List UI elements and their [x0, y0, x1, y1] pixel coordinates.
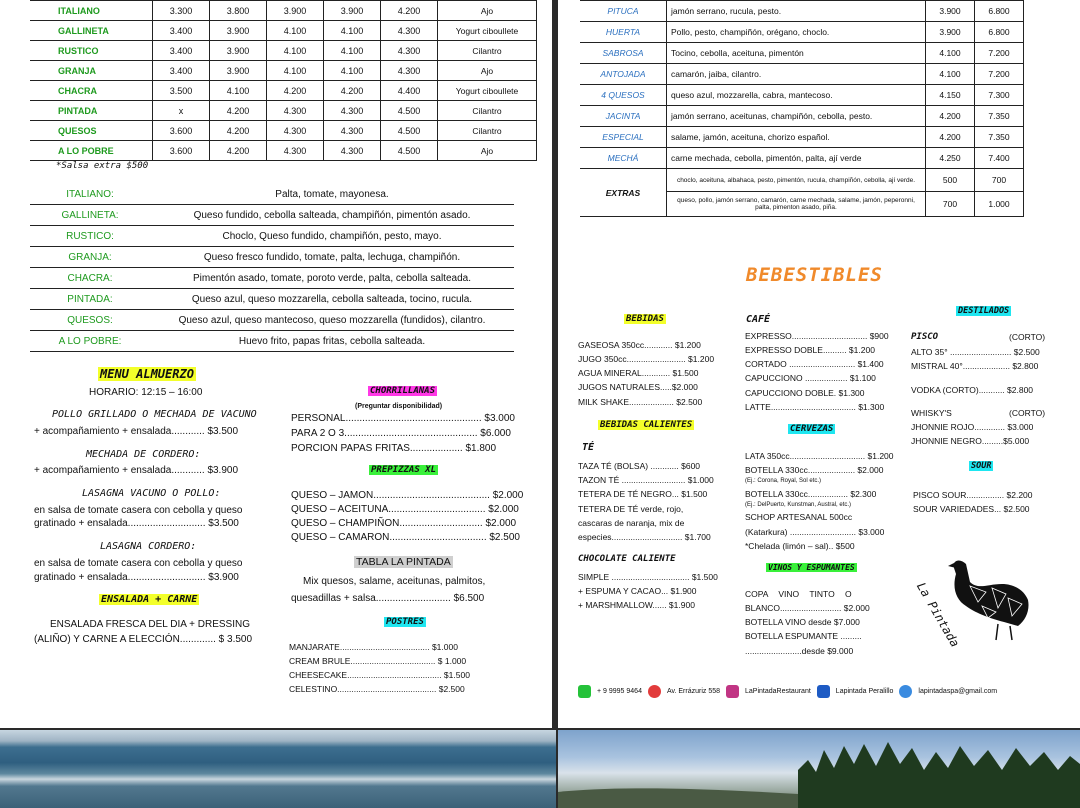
forest-silhouette — [558, 730, 1080, 808]
pizza-name: MECHÁ — [580, 148, 667, 169]
salsa-extra-note: *Salsa extra $500 — [56, 161, 149, 171]
pizza-price-large: 6.800 — [975, 22, 1024, 43]
bebidas-item-5: MILK SHAKE................... $2.500 — [578, 397, 703, 407]
sandwich-sauce-cell: Cilantro — [438, 121, 537, 141]
instagram-icon — [726, 685, 739, 698]
bebidas-item-4: JUGOS NATURALES.....$2.000 — [578, 382, 698, 392]
extras-desc-1: choclo, aceituna, albahaca, pesto, pimentón, rucula, champiñón, cebolla, ají verde. — [667, 169, 926, 192]
pizza-name: 4 QUESOS — [580, 85, 667, 106]
tabla-desc: Mix quesos, salame, aceitunas, palmitos, — [303, 576, 486, 587]
ingredient-description: Queso azul, queso mozzarella, cebolla salteada, tocino, rucula. — [150, 289, 514, 310]
menu-page-right — [558, 0, 1080, 728]
sandwich-price-cell: 4.300 — [381, 41, 438, 61]
footer-phone[interactable]: + 9 9995 9464 — [597, 688, 642, 695]
prepizzas-item-1: QUESO – JAMON.......................................... $2.000 — [291, 490, 524, 501]
menu-page-left — [0, 0, 552, 728]
sandwich-sauce-cell: Ajo — [438, 61, 537, 81]
sandwich-price-cell: x — [153, 101, 210, 121]
pizza-name: ESPECIAL — [580, 127, 667, 148]
sandwich-price-row — [30, 81, 537, 101]
sandwich-name: PINTADA — [30, 101, 153, 121]
pizza-name: JACINTA — [580, 106, 667, 127]
pizza-price-large: 7.350 — [975, 106, 1024, 127]
pizza-price-large: 7.400 — [975, 148, 1024, 169]
extras-label: EXTRAS — [580, 169, 667, 217]
ingredient-sandwich-name: CHACRA: — [30, 268, 150, 289]
sandwich-price-cell: 4.100 — [210, 81, 267, 101]
sandwich-ingredient-row — [30, 310, 514, 331]
sandwich-price-cell: 4.100 — [267, 41, 324, 61]
vinos-title: VINOS Y ESPUMANTES — [768, 563, 855, 572]
cervezas-item-4: BOTELLA 330cc................. $2.300 — [745, 489, 877, 499]
location-pin-icon — [648, 685, 661, 698]
sandwich-price-cell: 3.900 — [210, 41, 267, 61]
pizza-price-small: 3.900 — [926, 22, 975, 43]
almuerzo-item-3-desc2: gratinado + ensalada............................ $3.500 — [34, 518, 239, 529]
almuerzo-item-3-desc1: en salsa de tomate casera con cebolla y queso — [34, 505, 243, 516]
postres-item-4: CELESTINO.......................................... $2.500 — [289, 684, 465, 694]
cafe-item-3: CORTADO ............................ $1.400 — [745, 359, 884, 369]
sandwich-price-row — [30, 141, 537, 161]
sandwich-price-cell: 4.300 — [267, 121, 324, 141]
te-item-2: TAZON TÉ ........................... $1.000 — [578, 475, 714, 485]
almuerzo-item-1-title: POLLO GRILLADO O MECHADA DE VACUNO — [52, 409, 257, 420]
sandwich-price-cell: 4.200 — [210, 141, 267, 161]
salad-desc2: (ALIÑO) Y CARNE A ELECCIÓN............. $ 3.500 — [34, 634, 253, 645]
pizza-description: carne mechada, cebolla, pimentón, palta, ají verde — [667, 148, 926, 169]
sandwich-price-cell: 4.300 — [267, 141, 324, 161]
prepizzas-title: PREPIZZAS XL — [371, 465, 437, 475]
pizza-description: camarón, jaiba, cilantro. — [667, 64, 926, 85]
pizza-table — [580, 0, 1024, 217]
extras-price-large-2: 1.000 — [975, 192, 1024, 217]
ingredient-description: Choclo, Queso fundido, champiñón, pesto, mayo. — [150, 226, 514, 247]
pizza-price-large: 7.200 — [975, 43, 1024, 64]
destilados-item-1: ALTO 35° .......................... $2.500 — [911, 347, 1040, 357]
sandwich-price-cell: 4.400 — [381, 81, 438, 101]
sandwich-price-cell: 3.900 — [210, 61, 267, 81]
sandwich-price-cell: 3.500 — [153, 81, 210, 101]
cervezas-title: CERVEZAS — [790, 424, 834, 434]
chorrillanas-title: CHORRILLANAS — [370, 386, 436, 396]
whisky-item-2: JHONNIE NEGRO.........$5.000 — [911, 436, 1030, 446]
ingredient-sandwich-name: GALLINETA: — [30, 205, 150, 226]
tabla-title: TABLA LA PINTADA — [356, 556, 451, 568]
sandwich-price-cell: 4.100 — [267, 21, 324, 41]
pizza-name: ANTOJADA — [580, 64, 667, 85]
sandwich-price-cell: 4.300 — [324, 101, 381, 121]
sandwich-name: A LO POBRE — [30, 141, 153, 161]
bebidas-item-1: GASEOSA 350cc............ $1.200 — [578, 340, 701, 350]
forest-photo — [558, 730, 1080, 808]
extras-price-small-1: 500 — [926, 169, 975, 192]
sandwich-price-row — [30, 1, 537, 21]
sandwich-price-cell: 4.300 — [381, 61, 438, 81]
coast-photo — [0, 730, 556, 808]
sandwich-price-row — [30, 41, 537, 61]
sandwich-ingredients-table — [30, 184, 514, 352]
sandwich-price-cell: 3.900 — [324, 1, 381, 21]
ingredient-sandwich-name: ITALIANO: — [30, 184, 150, 205]
sandwich-price-cell: 4.200 — [267, 81, 324, 101]
sandwich-price-cell: 3.400 — [153, 21, 210, 41]
sandwich-name: RUSTICO — [30, 41, 153, 61]
vinos-item-2: BLANCO.......................... $2.000 — [745, 603, 870, 613]
whisky-item-1: JHONNIE ROJO............. $3.000 — [911, 422, 1034, 432]
pizza-price-small: 3.900 — [926, 1, 975, 22]
ingredient-description: Queso azul, queso mantecoso, queso mozzarella (fundidos), cilantro. — [150, 310, 514, 331]
te-item-1: TAZA TÉ (BOLSA) ............ $600 — [578, 461, 701, 471]
chorrillanas-item-3: PORCION PAPAS FRITAS................... $1.800 — [291, 443, 497, 454]
vinos-item-1: COPA VINO TINTO O — [745, 589, 852, 599]
facebook-icon — [817, 685, 830, 698]
pizza-price-small: 4.250 — [926, 148, 975, 169]
sandwich-price-cell: 4.200 — [381, 1, 438, 21]
cervezas-item-6: SCHOP ARTESANAL 500cc — [745, 512, 853, 522]
bebidas-calientes-title: BEBIDAS CALIENTES — [600, 420, 693, 430]
bebidas-title: BEBIDAS — [626, 314, 664, 324]
ingredient-sandwich-name: QUESOS: — [30, 310, 150, 331]
cafe-item-6: LATTE.................................... $1.300 — [745, 402, 885, 412]
footer-instagram[interactable]: LaPintadaRestaurant — [745, 688, 811, 695]
destilados-item-2: MISTRAL 40°.................... $2.800 — [911, 361, 1039, 371]
pizza-row — [580, 43, 1024, 64]
cervezas-item-5: (Ej.: DelPuerto, Kunstman, Austral, etc.) — [745, 502, 852, 508]
sandwich-price-table — [30, 0, 537, 161]
cervezas-item-3: (Ej.: Corona, Royal, Sol etc.) — [745, 478, 822, 484]
footer-email[interactable]: lapintadaspa@gmail.com — [918, 688, 998, 695]
almuerzo-item-4-title: LASAGNA CORDERO: — [100, 541, 197, 552]
pizza-price-large: 7.350 — [975, 127, 1024, 148]
sandwich-ingredient-row — [30, 247, 514, 268]
sandwich-ingredient-row — [30, 205, 514, 226]
almuerzo-hours: HORARIO: 12:15 – 16:00 — [89, 387, 203, 398]
vinos-item-5: ........................desde $9.000 — [745, 646, 854, 656]
pizza-price-small: 4.100 — [926, 43, 975, 64]
ingredient-description: Huevo frito, papas fritas, cebolla salteada. — [150, 331, 514, 352]
pizza-row — [580, 127, 1024, 148]
footer-address[interactable]: Av. Errázuriz 558 — [666, 688, 721, 695]
te-item-5: cascaras de naranja, mix de — [578, 518, 685, 528]
sandwich-sauce-cell: Ajo — [438, 1, 537, 21]
sandwich-price-cell: 4.300 — [324, 121, 381, 141]
chocolate-item-1: SIMPLE ................................. $1.500 — [578, 572, 718, 582]
sandwich-price-row — [30, 121, 537, 141]
pizza-price-small: 4.150 — [926, 85, 975, 106]
pizza-name: PITUCA — [580, 1, 667, 22]
la-pintada-logo — [913, 552, 1046, 652]
cafe-item-5: CAPUCCIONO DOBLE. $1.300 — [745, 388, 865, 398]
pizza-row — [580, 64, 1024, 85]
almuerzo-item-4-desc2: gratinado + ensalada............................ $3.900 — [34, 572, 239, 583]
sandwich-sauce-cell: Cilantro — [438, 101, 537, 121]
cervezas-item-1: LATA 350cc................................ $1.200 — [745, 451, 894, 461]
cafe-item-1: EXPRESSO................................ $900 — [745, 331, 889, 341]
destilados-title: DESTILADOS — [958, 306, 1010, 316]
sandwich-price-cell: 4.100 — [324, 61, 381, 81]
sandwich-price-cell: 3.600 — [153, 121, 210, 141]
chocolate-item-2: + ESPUMA Y CACAO... $1.900 — [578, 586, 697, 596]
postres-item-3: CHEESECAKE........................................ $1.500 — [289, 670, 470, 680]
sandwich-price-cell: 4.300 — [267, 101, 324, 121]
pisco-corto: (CORTO) — [1009, 332, 1046, 342]
pizza-description: Pollo, pesto, champiñón, orégano, choclo. — [667, 22, 926, 43]
sandwich-name: ITALIANO — [30, 1, 153, 21]
tabla-price: quesadillas + salsa........................... $6.500 — [291, 593, 485, 604]
te-item-4: TETERA DE TÉ verde, rojo, — [578, 504, 684, 514]
ingredient-sandwich-name: GRANJA: — [30, 247, 150, 268]
prepizzas-item-2: QUESO – ACEITUNA................................... $2.000 — [291, 504, 519, 515]
email-icon — [899, 685, 912, 698]
cervezas-item-7: (Katarkura) ............................ $3.000 — [745, 527, 885, 537]
cafe-title: CAFÉ — [746, 314, 771, 325]
chocolate-title: CHOCOLATE CALIENTE — [578, 554, 676, 564]
sour-item-1: PISCO SOUR................ $2.200 — [913, 490, 1033, 500]
pizza-row — [580, 22, 1024, 43]
pizza-price-small: 4.100 — [926, 64, 975, 85]
salad-title: ENSALADA + CARNE — [101, 594, 198, 605]
pizza-price-large: 7.300 — [975, 85, 1024, 106]
almuerzo-title: MENU ALMUERZO — [100, 367, 194, 381]
bebidas-item-3: AGUA MINERAL............ $1.500 — [578, 368, 699, 378]
pizza-price-large: 7.200 — [975, 64, 1024, 85]
sandwich-price-row — [30, 21, 537, 41]
sandwich-price-cell: 3.400 — [153, 41, 210, 61]
almuerzo-item-4-desc1: en salsa de tomate casera con cebolla y queso — [34, 558, 243, 569]
pizza-name: HUERTA — [580, 22, 667, 43]
sandwich-sauce-cell: Yogurt ciboullete — [438, 81, 537, 101]
sandwich-price-cell: 4.500 — [381, 121, 438, 141]
pizza-row — [580, 148, 1024, 169]
sandwich-price-cell: 3.900 — [267, 1, 324, 21]
chocolate-item-3: + MARSHMALLOW...... $1.900 — [578, 600, 695, 610]
sandwich-sauce-cell: Cilantro — [438, 41, 537, 61]
almuerzo-item-2-desc: + acompañamiento + ensalada............ $3.900 — [34, 465, 239, 476]
pizza-description: salame, jamón, aceituna, chorizo español. — [667, 127, 926, 148]
sandwich-price-row — [30, 61, 537, 81]
sandwich-price-row — [30, 101, 537, 121]
almuerzo-item-2-title: MECHADA DE CORDERO: — [86, 449, 201, 460]
sandwich-price-cell: 3.800 — [210, 1, 267, 21]
postres-item-1: MANJARATE...................................... $1.000 — [289, 642, 458, 652]
sandwich-ingredient-row — [30, 331, 514, 352]
pizza-price-small: 4.200 — [926, 106, 975, 127]
sandwich-name: GRANJA — [30, 61, 153, 81]
sandwich-price-cell: 4.100 — [324, 41, 381, 61]
te-title: TÉ — [582, 442, 595, 453]
pizza-description: Tocino, cebolla, aceituna, pimentón — [667, 43, 926, 64]
sandwich-name: CHACRA — [30, 81, 153, 101]
whisky-label: WHISKY'S — [911, 408, 952, 418]
sandwich-price-cell: 3.600 — [153, 141, 210, 161]
cervezas-item-8: *Chelada (limón – sal).. $500 — [745, 541, 855, 551]
vinos-item-3: BOTELLA VINO desde $7.000 — [745, 617, 860, 627]
chorrillanas-note: (Preguntar disponibilidad) — [355, 403, 443, 410]
sandwich-ingredient-row — [30, 289, 514, 310]
ingredient-sandwich-name: PINTADA: — [30, 289, 150, 310]
ingredient-description: Palta, tomate, mayonesa. — [150, 184, 514, 205]
sandwich-price-cell: 4.300 — [324, 141, 381, 161]
sandwich-price-cell: 4.500 — [381, 101, 438, 121]
sandwich-price-cell: 4.100 — [267, 61, 324, 81]
logo-text: La Pintada — [913, 580, 963, 650]
postres-title: POSTRES — [386, 617, 424, 627]
cafe-item-2: EXPRESSO DOBLE.......... $1.200 — [745, 345, 875, 355]
pizza-name: SABROSA — [580, 43, 667, 64]
sour-item-2: SOUR VARIEDADES... $2.500 — [913, 504, 1030, 514]
te-item-6: especies.............................. $1.700 — [578, 532, 711, 542]
sandwich-name: QUESOS — [30, 121, 153, 141]
extras-row — [580, 169, 1024, 192]
prepizzas-item-4: QUESO – CAMARON................................... $2.500 — [291, 532, 520, 543]
extras-price-large-1: 700 — [975, 169, 1024, 192]
sandwich-price-cell: 4.200 — [210, 101, 267, 121]
sandwich-price-cell: 4.200 — [324, 81, 381, 101]
footer-contact — [578, 685, 997, 698]
bebidas-item-2: JUGO 350cc......................... $1.200 — [578, 354, 715, 364]
sandwich-price-cell: 4.200 — [210, 121, 267, 141]
ingredient-description: Queso fundido, cebolla salteada, champiñón, pimentón asado. — [150, 205, 514, 226]
sandwich-name: GALLINETA — [30, 21, 153, 41]
te-item-3: TETERA DE TÉ NEGRO... $1.500 — [578, 489, 708, 499]
sandwich-price-cell: 3.300 — [153, 1, 210, 21]
postres-item-2: CREAM BRULE.................................... $ 1.000 — [289, 656, 467, 666]
pizza-row — [580, 106, 1024, 127]
sandwich-price-cell: 4.300 — [381, 21, 438, 41]
pizza-price-small: 4.200 — [926, 127, 975, 148]
sandwich-ingredient-row — [30, 226, 514, 247]
sandwich-price-cell: 4.500 — [381, 141, 438, 161]
salad-desc1: ENSALADA FRESCA DEL DIA + DRESSING — [50, 619, 250, 630]
whisky-corto: (CORTO) — [1009, 408, 1046, 418]
sandwich-sauce-cell: Ajo — [438, 141, 537, 161]
sandwich-sauce-cell: Yogurt ciboullete — [438, 21, 537, 41]
sandwich-ingredient-row — [30, 268, 514, 289]
vinos-item-4: BOTELLA ESPUMANTE ......... — [745, 631, 862, 641]
almuerzo-item-1-desc: + acompañamiento + ensalada............ $3.500 — [34, 426, 239, 437]
ingredient-sandwich-name: RUSTICO: — [30, 226, 150, 247]
pizza-row — [580, 1, 1024, 22]
chorrillanas-item-2: PARA 2 O 3................................................ $6.000 — [291, 428, 511, 439]
cafe-item-4: CAPUCCIONO .................. $1.100 — [745, 373, 876, 383]
pizza-description: jamón serrano, aceitunas, champiñón, cebolla, pesto. — [667, 106, 926, 127]
extras-desc-2: queso, pollo, jamón serrano, camarón, carne mechada, salame, jamón, peperonni, palta, pimenton asado, piña. — [667, 192, 926, 217]
pisco-label: PISCO — [911, 332, 939, 342]
ingredient-description: Pimentón asado, tomate, poroto verde, palta, cebolla salteada. — [150, 268, 514, 289]
sandwich-price-cell: 4.100 — [324, 21, 381, 41]
extras-price-small-2: 700 — [926, 192, 975, 217]
ingredient-description: Queso fresco fundido, tomate, palta, lechuga, champiñón. — [150, 247, 514, 268]
prepizzas-item-3: QUESO – CHAMPIÑON.............................. $2.000 — [291, 518, 517, 529]
bebestibles-title: BEBESTIBLES — [746, 264, 883, 286]
pizza-description: jamón serrano, rucula, pesto. — [667, 1, 926, 22]
cervezas-item-2: BOTELLA 330cc.................... $2.000 — [745, 465, 884, 475]
pizza-row — [580, 85, 1024, 106]
almuerzo-item-3-title: LASAGNA VACUNO O POLLO: — [82, 488, 221, 499]
sandwich-price-cell: 3.900 — [210, 21, 267, 41]
footer-facebook[interactable]: Lapintada Peralillo — [835, 688, 894, 695]
whatsapp-icon — [578, 685, 591, 698]
ingredient-sandwich-name: A LO POBRE: — [30, 331, 150, 352]
chorrillanas-item-1: PERSONAL................................................. $3.000 — [291, 413, 515, 424]
vodka-item: VODKA (CORTO)........... $2.800 — [911, 385, 1034, 395]
pizza-description: queso azul, mozzarella, cabra, mantecoso. — [667, 85, 926, 106]
pizza-price-large: 6.800 — [975, 1, 1024, 22]
sour-title: SOUR — [971, 461, 992, 471]
sandwich-price-cell: 3.400 — [153, 61, 210, 81]
sandwich-ingredient-row — [30, 184, 514, 205]
